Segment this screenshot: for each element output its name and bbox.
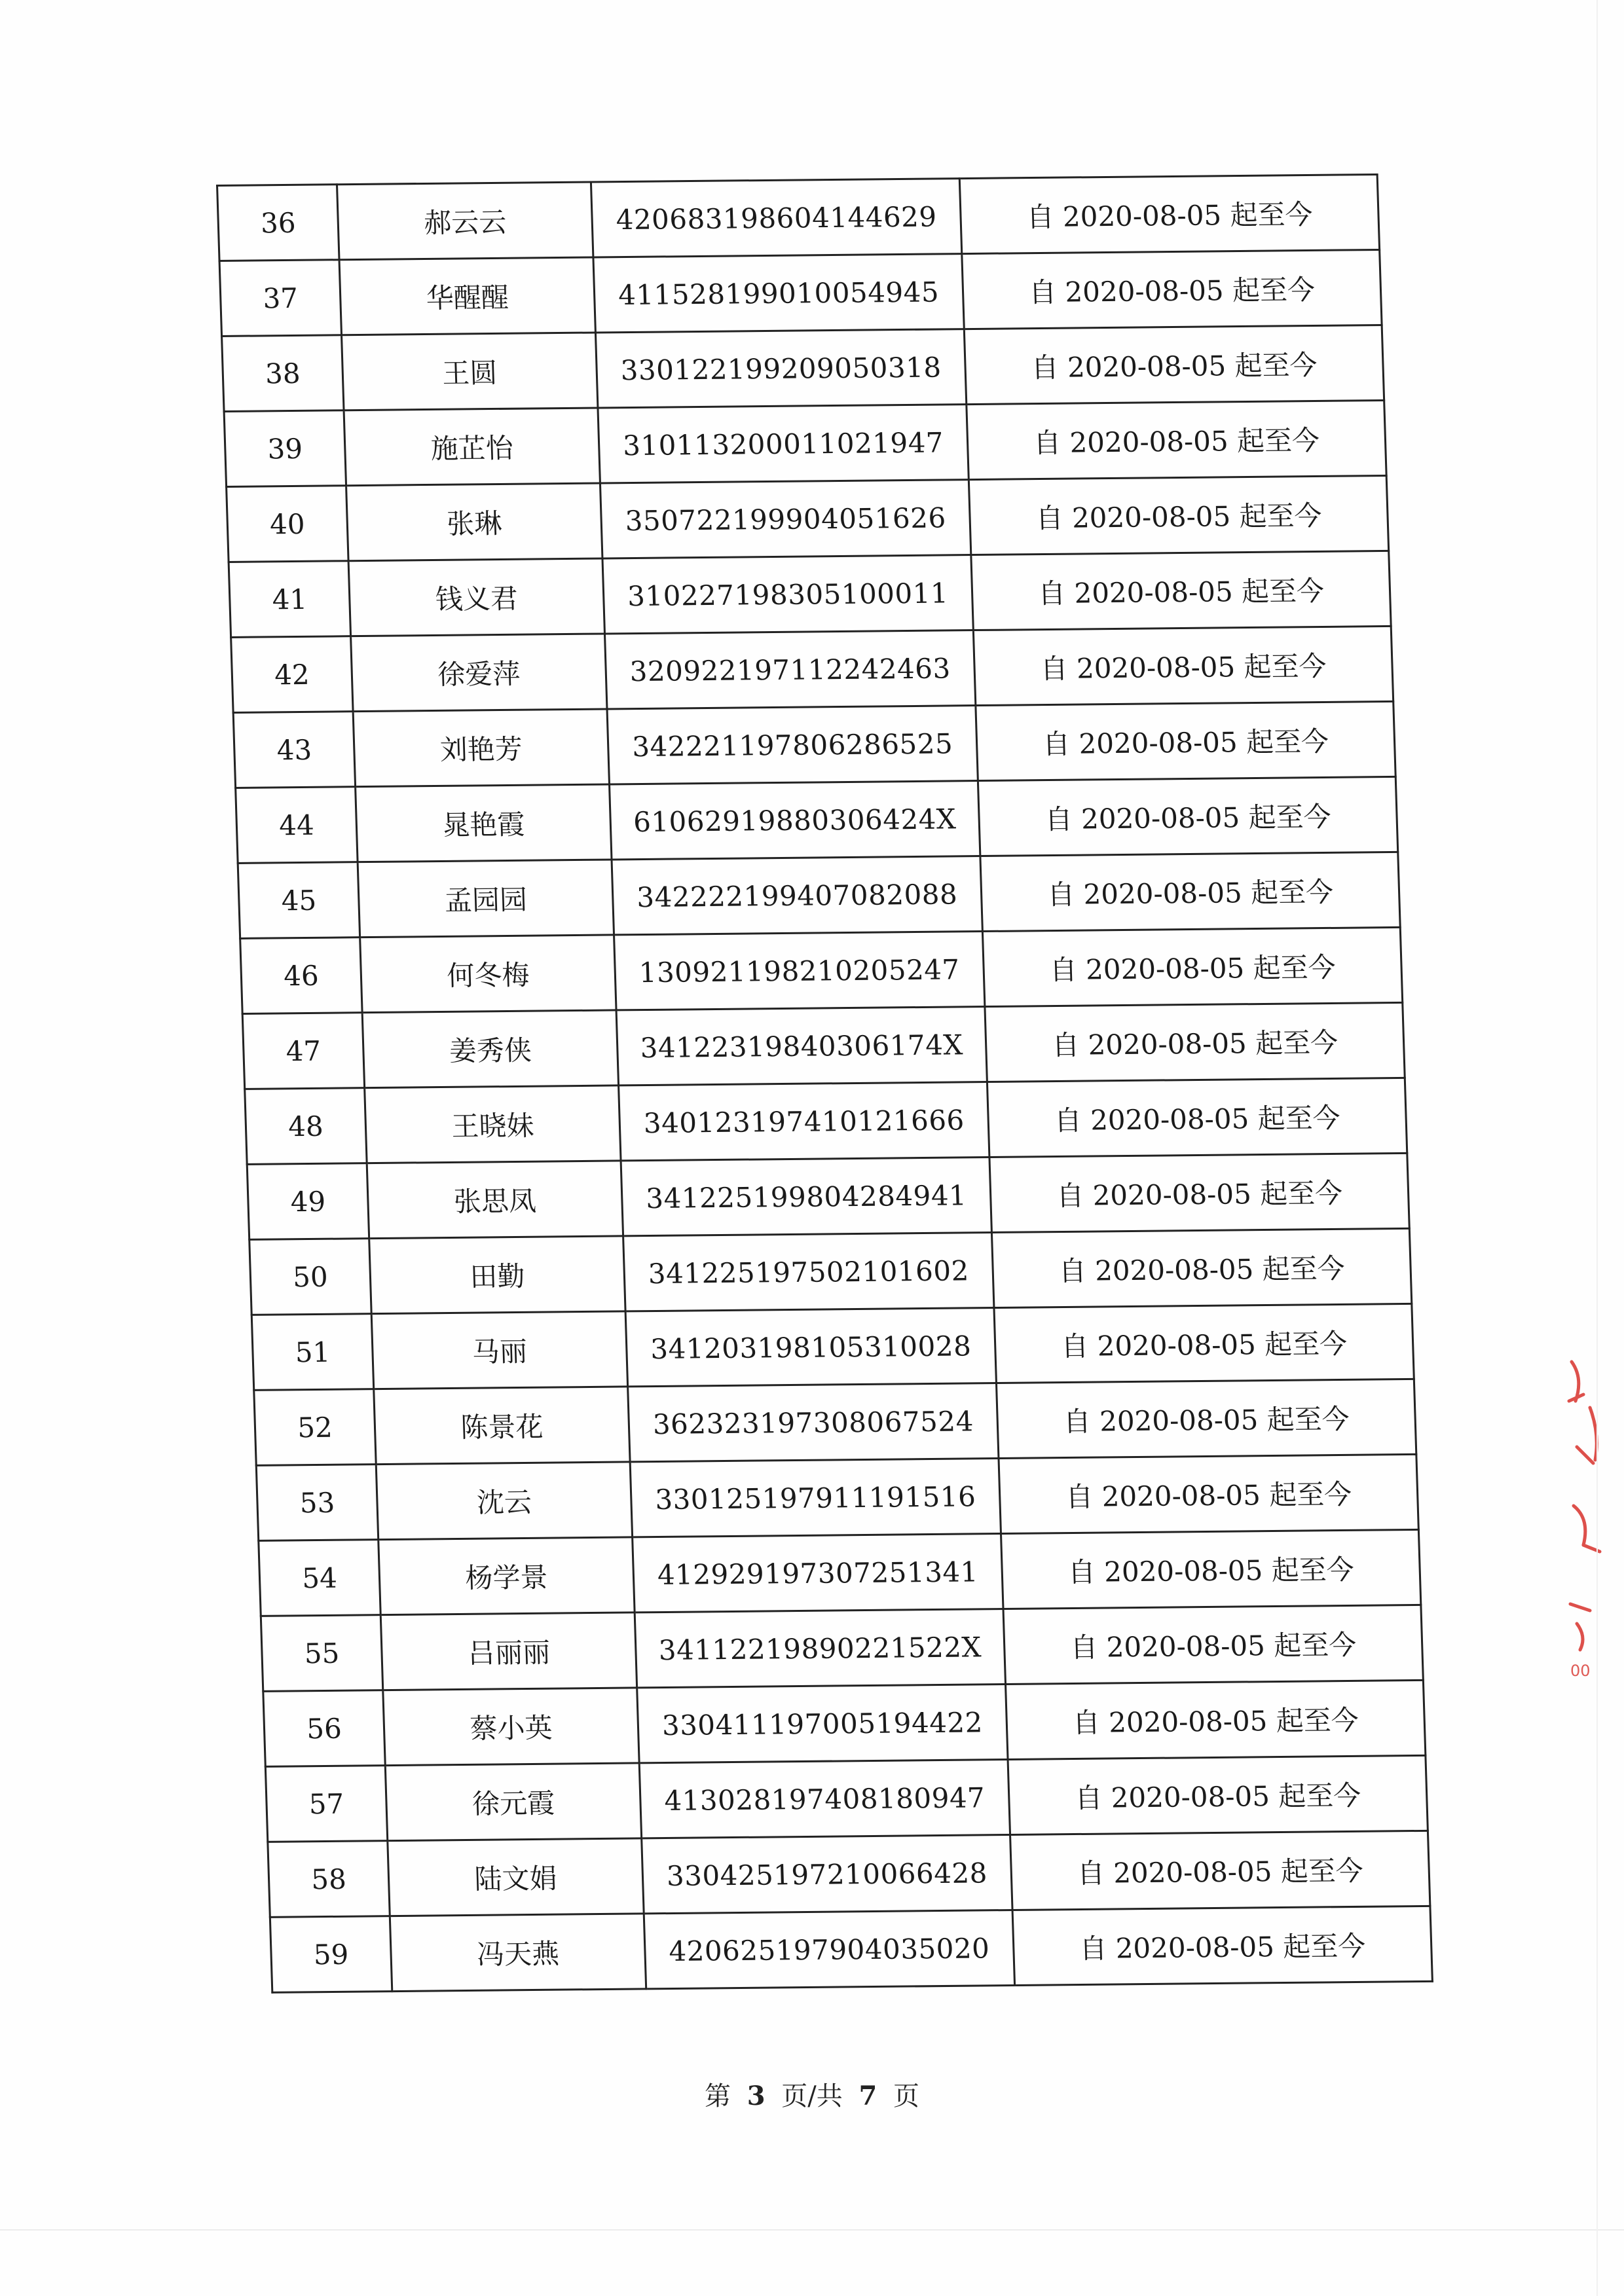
name-cell: 陈景花 bbox=[374, 1387, 630, 1465]
row-number-cell: 47 bbox=[242, 1013, 364, 1089]
id-number-cell: 130921198210205247 bbox=[614, 932, 985, 1010]
table-row bbox=[233, 701, 1395, 788]
id-number-cell: 350722199904051626 bbox=[600, 480, 970, 558]
id-number-cell: 340123197410121666 bbox=[619, 1082, 989, 1161]
row-number-cell: 42 bbox=[231, 636, 353, 713]
table-row bbox=[268, 1831, 1430, 1917]
id-number-cell: 320922197112242463 bbox=[604, 630, 975, 709]
id-number-cell: 34112219890221522X bbox=[635, 1609, 1005, 1687]
period-cell: 自 2020-08-05 起至今 bbox=[996, 1379, 1416, 1458]
table-row bbox=[270, 1906, 1432, 1992]
table-row bbox=[229, 551, 1391, 637]
id-number-cell: 330125197911191516 bbox=[630, 1459, 1001, 1537]
period-cell: 自 2020-08-05 起至今 bbox=[1008, 1755, 1428, 1834]
id-number-cell: 34122319840306174X bbox=[616, 1007, 987, 1085]
id-number-cell: 341203198105310028 bbox=[625, 1308, 996, 1387]
page-footer bbox=[0, 2075, 1624, 2113]
row-number-cell: 48 bbox=[245, 1088, 367, 1165]
period-cell: 自 2020-08-05 起至今 bbox=[991, 1228, 1411, 1307]
period-cell: 自 2020-08-05 起至今 bbox=[980, 852, 1400, 931]
row-number-cell: 57 bbox=[265, 1766, 387, 1842]
name-cell: 徐元霞 bbox=[385, 1763, 641, 1841]
footer-total-pages: 7 bbox=[858, 2081, 877, 2111]
table-row bbox=[247, 1153, 1409, 1239]
period-cell: 自 2020-08-05 起至今 bbox=[1012, 1906, 1432, 1985]
id-number-cell: 310227198305100011 bbox=[602, 555, 973, 634]
table-row bbox=[238, 852, 1400, 938]
name-cell: 王圆 bbox=[342, 333, 598, 410]
id-number-cell: 411528199010054945 bbox=[593, 254, 964, 333]
name-cell: 何冬梅 bbox=[360, 935, 616, 1013]
row-number-cell: 51 bbox=[251, 1314, 373, 1391]
table-row bbox=[261, 1605, 1423, 1691]
row-number-cell: 43 bbox=[233, 712, 355, 788]
table-row bbox=[249, 1228, 1412, 1315]
period-cell: 自 2020-08-05 起至今 bbox=[985, 1002, 1405, 1082]
id-number-cell: 330411197005194422 bbox=[637, 1684, 1008, 1762]
id-number-cell: 341225199804284941 bbox=[621, 1157, 991, 1236]
table-row bbox=[259, 1529, 1421, 1616]
period-cell: 自 2020-08-05 起至今 bbox=[982, 927, 1402, 1006]
period-cell: 自 2020-08-05 起至今 bbox=[994, 1303, 1414, 1383]
row-number-cell: 41 bbox=[229, 561, 350, 638]
period-cell: 自 2020-08-05 起至今 bbox=[978, 776, 1397, 856]
name-cell: 张思凤 bbox=[367, 1161, 623, 1239]
id-number-cell: 330425197210066428 bbox=[642, 1834, 1012, 1913]
id-number-cell: 420625197904035020 bbox=[644, 1910, 1014, 1988]
period-cell: 自 2020-08-05 起至今 bbox=[999, 1454, 1418, 1533]
scan-edge bbox=[1596, 0, 1598, 2296]
footer-middle: 页/共 bbox=[781, 2081, 843, 2111]
table-row bbox=[265, 1755, 1428, 1842]
name-cell: 陆文娟 bbox=[388, 1838, 644, 1916]
row-number-cell: 58 bbox=[268, 1841, 390, 1918]
table-row bbox=[254, 1379, 1416, 1465]
name-cell: 钱义君 bbox=[348, 558, 604, 636]
name-cell: 晁艳霞 bbox=[356, 784, 612, 862]
name-cell: 孟园园 bbox=[358, 860, 614, 938]
row-number-cell: 37 bbox=[219, 260, 341, 337]
name-cell: 蔡小英 bbox=[383, 1688, 639, 1766]
id-number-cell: 342222199407082088 bbox=[612, 856, 982, 935]
period-cell: 自 2020-08-05 起至今 bbox=[959, 174, 1379, 253]
table-row bbox=[236, 776, 1398, 863]
period-cell: 自 2020-08-05 起至今 bbox=[1006, 1680, 1426, 1759]
name-cell: 郝云云 bbox=[337, 182, 593, 260]
period-cell: 自 2020-08-05 起至今 bbox=[976, 701, 1395, 780]
row-number-cell: 44 bbox=[236, 787, 358, 864]
row-number-cell: 52 bbox=[254, 1389, 376, 1466]
period-cell: 自 2020-08-05 起至今 bbox=[973, 626, 1393, 705]
row-number-cell: 45 bbox=[238, 862, 360, 939]
id-number-cell: 413028197408180947 bbox=[639, 1759, 1010, 1838]
name-cell: 王晓妹 bbox=[365, 1085, 621, 1163]
period-cell: 自 2020-08-05 起至今 bbox=[967, 400, 1386, 479]
table-row bbox=[240, 927, 1403, 1013]
table-row bbox=[256, 1454, 1418, 1540]
period-cell: 自 2020-08-05 起至今 bbox=[989, 1153, 1409, 1232]
name-cell: 华醒醒 bbox=[339, 257, 595, 335]
period-cell: 自 2020-08-05 起至今 bbox=[1001, 1529, 1420, 1609]
table-row bbox=[231, 626, 1393, 712]
row-number-cell: 53 bbox=[256, 1465, 378, 1541]
row-number-cell: 54 bbox=[259, 1540, 380, 1616]
row-number-cell: 46 bbox=[240, 938, 362, 1014]
name-cell: 马丽 bbox=[371, 1311, 627, 1389]
footer-suffix: 页 bbox=[893, 2081, 920, 2111]
row-number-cell: 50 bbox=[249, 1239, 371, 1315]
row-number-cell: 56 bbox=[263, 1690, 385, 1767]
name-cell: 吕丽丽 bbox=[380, 1613, 637, 1690]
seal-fragment-text: 00 bbox=[1570, 1662, 1591, 1680]
id-number-cell: 310113200011021947 bbox=[598, 405, 969, 483]
table-row bbox=[217, 174, 1380, 261]
name-cell: 刘艳芳 bbox=[353, 709, 609, 787]
row-number-cell: 39 bbox=[224, 410, 346, 487]
row-number-cell: 36 bbox=[217, 185, 339, 261]
name-cell: 徐爱萍 bbox=[351, 634, 607, 712]
scan-artifact-line bbox=[0, 2229, 1624, 2231]
name-cell: 冯天燕 bbox=[390, 1914, 646, 1992]
period-cell: 自 2020-08-05 起至今 bbox=[1010, 1831, 1430, 1910]
footer-prefix: 第 bbox=[704, 2081, 731, 2111]
red-seal-fragment bbox=[1564, 1349, 1610, 1715]
roster-table-wrapper bbox=[216, 173, 1445, 2057]
roster-table bbox=[216, 173, 1433, 1994]
name-cell: 姜秀侠 bbox=[362, 1010, 618, 1088]
row-number-cell: 55 bbox=[261, 1615, 382, 1692]
period-cell: 自 2020-08-05 起至今 bbox=[987, 1078, 1407, 1157]
name-cell: 田勤 bbox=[369, 1236, 625, 1314]
name-cell: 沈云 bbox=[376, 1462, 632, 1540]
period-cell: 自 2020-08-05 起至今 bbox=[962, 249, 1382, 329]
id-number-cell: 412929197307251341 bbox=[633, 1534, 1003, 1613]
footer-current-page: 3 bbox=[747, 2081, 766, 2111]
id-number-cell: 330122199209050318 bbox=[595, 329, 966, 408]
table-row bbox=[245, 1078, 1407, 1164]
id-number-cell: 341225197502101602 bbox=[623, 1233, 994, 1311]
table-row bbox=[222, 325, 1384, 411]
table-row bbox=[224, 400, 1386, 486]
period-cell: 自 2020-08-05 起至今 bbox=[971, 551, 1391, 630]
name-cell: 张琳 bbox=[346, 483, 602, 561]
table-row bbox=[242, 1002, 1405, 1089]
table-row bbox=[227, 475, 1389, 562]
row-number-cell: 59 bbox=[270, 1916, 392, 1993]
id-number-cell: 420683198604144629 bbox=[591, 179, 961, 257]
table-row bbox=[219, 249, 1382, 336]
period-cell: 自 2020-08-05 起至今 bbox=[969, 475, 1388, 555]
period-cell: 自 2020-08-05 起至今 bbox=[964, 325, 1384, 404]
roster-table-body bbox=[217, 174, 1433, 1992]
row-number-cell: 38 bbox=[222, 335, 344, 412]
name-cell: 杨学景 bbox=[378, 1537, 635, 1615]
table-row bbox=[251, 1303, 1414, 1390]
row-number-cell: 40 bbox=[227, 486, 348, 562]
period-cell: 自 2020-08-05 起至今 bbox=[1003, 1605, 1423, 1684]
name-cell: 施芷怡 bbox=[344, 408, 600, 486]
table-row bbox=[263, 1680, 1426, 1766]
id-number-cell: 362323197308067524 bbox=[628, 1383, 999, 1462]
id-number-cell: 342221197806286525 bbox=[607, 706, 978, 784]
row-number-cell: 49 bbox=[247, 1163, 369, 1240]
id-number-cell: 61062919880306424X bbox=[610, 781, 980, 860]
